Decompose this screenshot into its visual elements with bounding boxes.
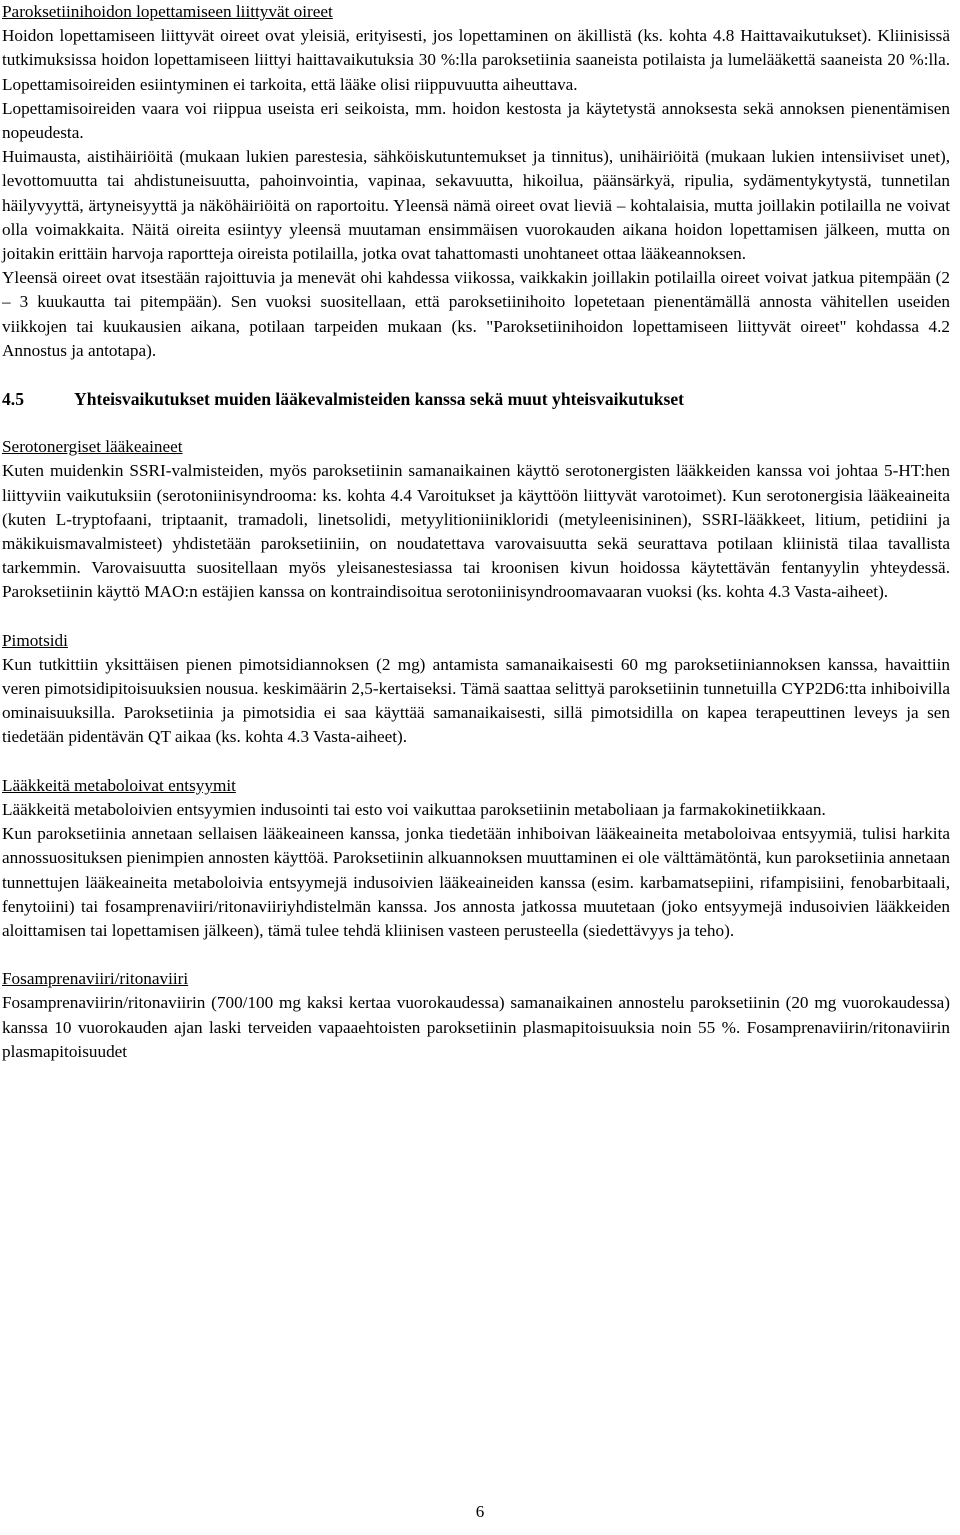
- section-title: Yhteisvaikutukset muiden lääkevalmisteiden kanssa sekä muut yhteisvaikutukset: [74, 389, 685, 410]
- paragraph-serotonergic: Kuten muidenkin SSRI-valmisteiden, myös paroksetiinin samanaikainen käyttö serotonergisten lääkkeiden kanssa voi johtaa 5-HT:hen liittyviin vaikutuksiin (serotoniinisyndrooma: ks. kohta 4.4 Varoitukset ja käyttöön liittyvät varotoimet). Kun serotonergisia lääkeaineita (kuten L-tryptofaani, triptaanit, tramadoli, linetsolidi, metyylitioniinikloridi (metyleenisininen), SSRI-lääkkeet, litium, petidiini ja mäkikuismavalmisteet) yhdistetään paroksetiiniin, on noudatettava varovaisuutta sekä seurattava potilaan kliinistä tilaa tavallista tarkemmin. Varovaisuutta suositellaan myös yleisanestesiassa tai kroonisen kivun hoidossa käytettävän fentanyylin yhteydessä. Paroksetiinin käyttö MAO:n estäjien kanssa on kontraindisoitua serotoniinisyndroomavaaran vuoksi (ks. kohta 4.3 Vasta-aiheet).: [2, 461, 950, 602]
- subheading-pimozide: Pimotsidi: [2, 630, 68, 650]
- subheading-metabolizing-enzymes: Lääkkeitä metaboloivat entsyymit: [2, 775, 236, 795]
- section-number: 4.5: [2, 389, 24, 410]
- paragraph-discontinuation-intro: Hoidon lopettamiseen liittyvät oireet ovat yleisiä, erityisesti, jos lopettaminen on äkillistä (ks. kohta 4.8 Haittavaikutukset). Kliinisissä tutkimuksissa hoidon lopettamiseen liittyi haittavaikutuksia 30 %:lla paroksetiinia saaneista potilaista ja lumelääkettä saaneista 20 %:lla. Lopettamisoireiden esiintyminen ei tarkoita, että lääke olisi riippuvuutta aiheuttava.: [2, 26, 950, 94]
- paragraph-enzymes-intro: Lääkkeitä metaboloivien entsyymien indusointi tai esto voi vaikuttaa paroksetiinin metaboliaan ja farmakokinetiikkaan.: [2, 799, 826, 819]
- paragraph-pimozide: Kun tutkittiin yksittäisen pienen pimotsidiannoksen (2 mg) antamista samanaikaisesti 60 mg paroksetiiniannoksen kanssa, havaittiin veren pimotsidipitoisuuksien nousua. keskimäärin 2,5-kertaiseksi. Tämä saattaa selittyä paroksetiinin tunnetuilla CYP2D6:tta inhiboivilla ominaisuuksilla. Paroksetiinia ja pimotsidia ei saa käyttää samanaikaisesti, sillä pimotsidilla on kapea terapeuttinen leveys ja sen tiedetään pidentävän QT aikaa (ks. kohta 4.3 Vasta-aiheet).: [2, 654, 950, 747]
- section-heading-4-5: [2, 387, 950, 411]
- page-number: 6: [475, 1502, 485, 1521]
- paragraph-discontinuation-symptom-list: Huimausta, aistihäiriöitä (mukaan lukien parestesia, sähköiskutuntemukset ja tinnitus), unihäiriöitä (mukaan lukien intensiiviset unet), levottomuutta tai ahdistuneisuutta, pahoinvointia, vapinaa, sekavuutta, hikoilua, päänsärkyä, ripulia, sydämentykytystä, tunnetilan häilyvyyttä, ärtyneisyyttä ja näköhäiriöitä on raportoitu. Yleensä nämä oireet ovat lieviä – kohtalaisia, mutta joillakin potilailla ne voivat olla voimakkaita. Näitä oireita esiintyy yleensä muutaman ensimmäisen vuorokauden aikana hoidon lopettamisen jälkeen, mutta on joitakin erittäin harvoja raportteja oireista potilailla, jotka ovat tahattomasti unohtaneet ottaa lääkeannoksen.: [2, 147, 950, 264]
- paragraph-discontinuation-risk: Lopettamisoireiden vaara voi riippua useista eri seikoista, mm. hoidon kestosta ja käytetystä annoksesta sekä annoksen pienentämisen nopeudesta.: [2, 98, 950, 143]
- document-page: [2, 0, 950, 1064]
- paragraph-discontinuation-tapering: Yleensä oireet ovat itsestään rajoittuvia ja menevät ohi kahdessa viikossa, vaikkakin joillakin potilailla oireet voivat jatkua pitempään (2 – 3 kuukautta tai pitempään). Sen vuoksi suositellaan, että paroksetiinihoito lopetetaan pienentämällä annosta vähitellen useiden viikkojen tai kuukausien aikana, potilaan tarpeiden mukaan (ks. "Paroksetiinihoidon lopettamiseen liittyvät oireet" kohdassa 4.2 Annostus ja antotapa).: [2, 268, 950, 360]
- subheading-fosamprenavir-ritonavir: Fosamprenaviiri/ritonaviiri: [2, 969, 189, 989]
- subheading-discontinuation-symptoms: Paroksetiinihoidon lopettamiseen liittyvät oireet: [2, 2, 333, 21]
- paragraph-fosamprenavir-ritonavir: Fosamprenaviirin/ritonaviirin (700/100 mg kaksi kertaa vuorokaudessa) samanaikainen annostelu paroksetiinin (20 mg vuorokaudessa) kanssa 10 vuorokauden ajan laski terveiden vapaaehtoisten paroksetiinin plasmapitoisuuksia noin 55 %. Fosamprenaviirin/ritonaviirin plasmapitoisuudet: [2, 993, 950, 1061]
- paragraph-enzymes-detail: Kun paroksetiinia annetaan sellaisen lääkeaineen kanssa, jonka tiedetään inhiboivan lääkeaineita metaboloivaa entsyymiä, tulisi harkita annossuosituksen pienimpien annosten käyttöä. Paroksetiinin alkuannoksen muuttaminen ei ole välttämätöntä, kun paroksetiinia annetaan tunnettujen lääkeaineita metaboloivia entsyymejä indusoivien lääkeaineiden kanssa (esim. karbamatsepiini, rifampisiini, fenobarbitaali, fenytoiini) tai fosamprenaviiri/ritonaviiriyhdistelmän kanssa. Jos annosta jatkossa muutetaan (joko entsyymejä indusoivien lääkkeiden aloittamisen tai lopettamisen jälkeen), tämä tulee tehdä kliinisen vasteen perusteella (siedettävyys ja teho).: [2, 824, 950, 940]
- subheading-serotonergic: Serotonergiset lääkeaineet: [2, 437, 183, 457]
